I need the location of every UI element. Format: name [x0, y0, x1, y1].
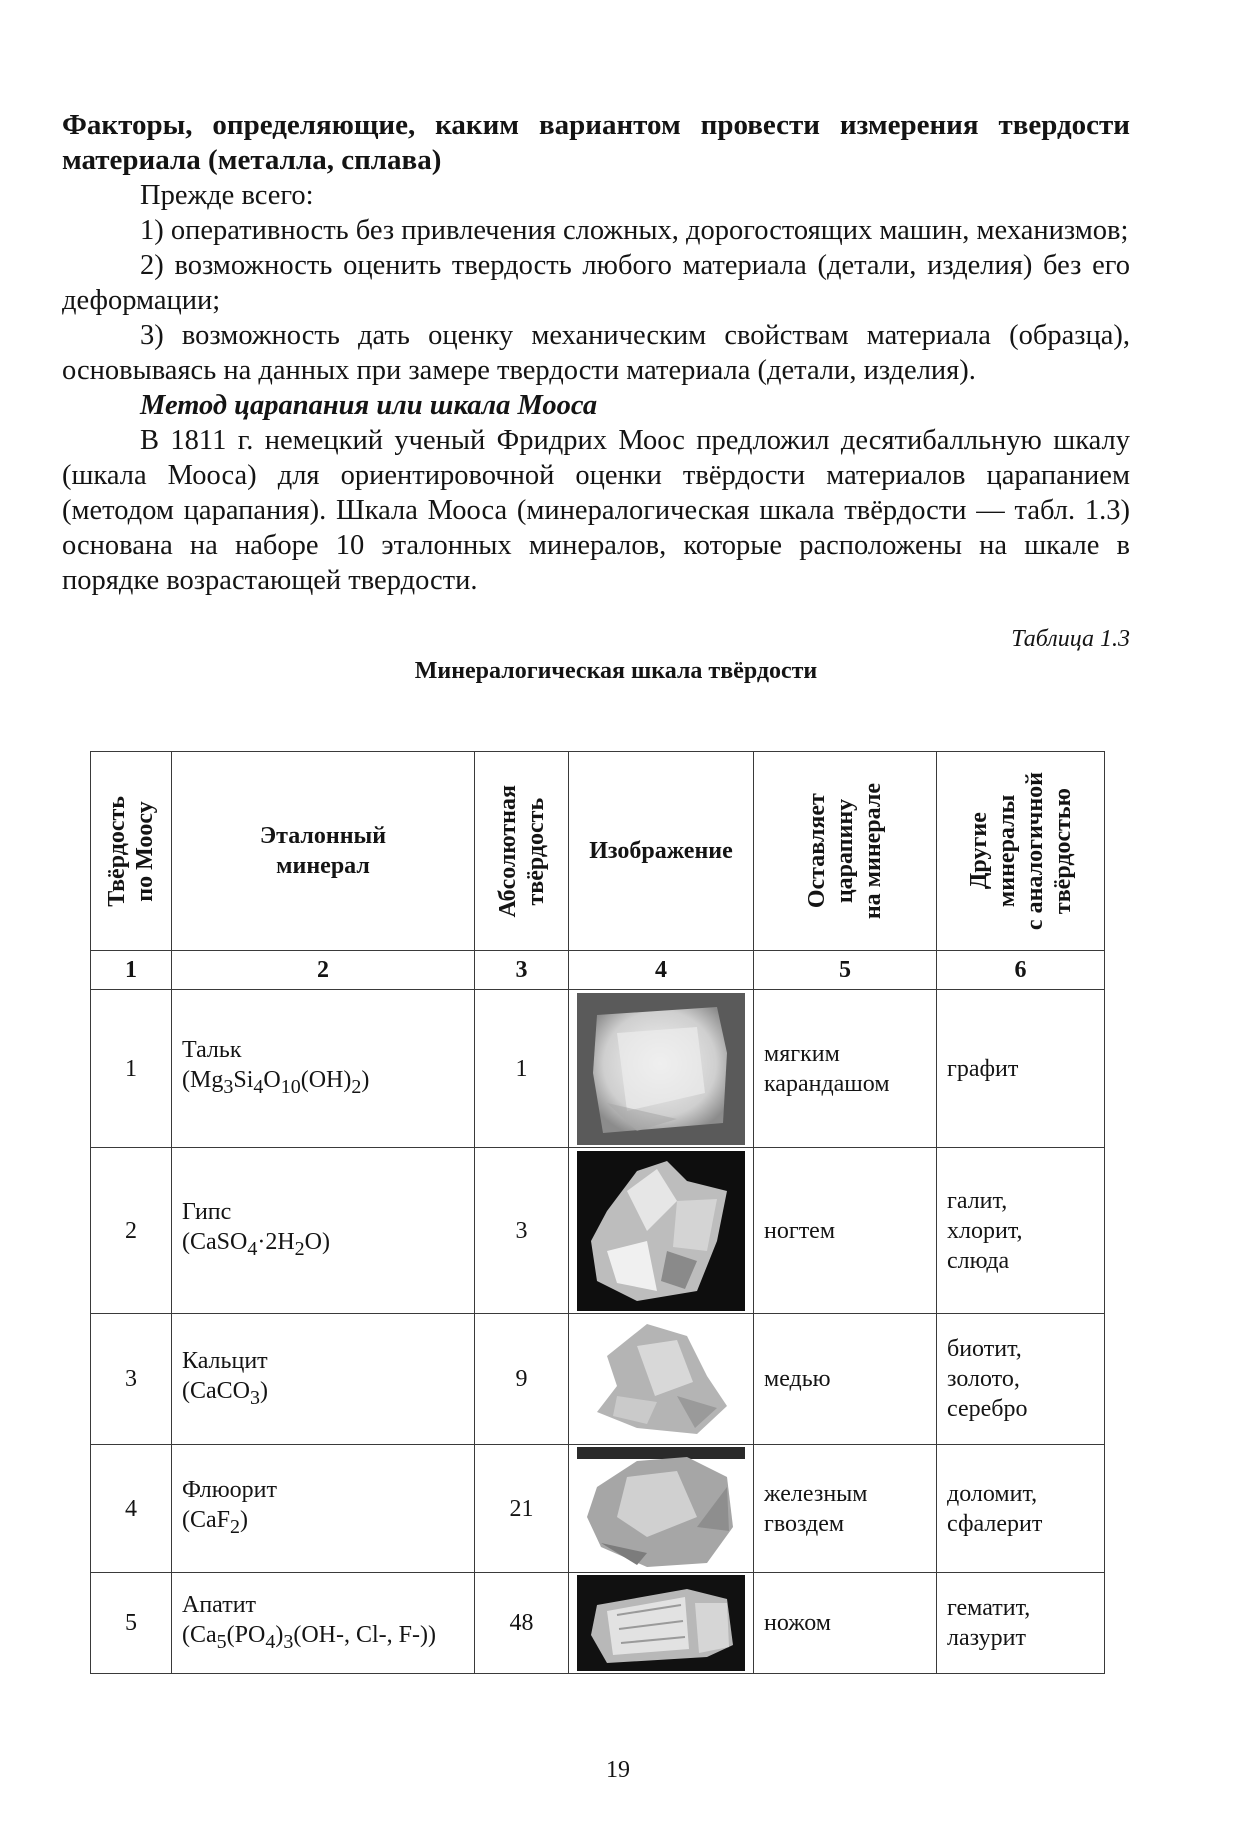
scratch-cell: мягким карандашом	[754, 990, 937, 1148]
scratch-cell: ножом	[754, 1573, 937, 1674]
table-row	[91, 1573, 1105, 1674]
page-text	[62, 108, 1130, 686]
absolute-hardness: 1	[475, 990, 569, 1148]
talc-photo	[577, 993, 745, 1145]
mineral-image-cell	[569, 1314, 754, 1445]
mineral-name: Гипс	[182, 1199, 232, 1226]
column-number: 1	[91, 951, 172, 990]
table-row	[91, 1148, 1105, 1314]
table-row	[91, 990, 1105, 1148]
page-number: 19	[606, 1757, 630, 1783]
intro-line: Прежде всего:	[140, 180, 314, 211]
absolute-hardness: 9	[475, 1314, 569, 1445]
mineral-image-cell	[569, 1445, 754, 1573]
mohs-value: 2	[91, 1148, 172, 1314]
mineral-formula: ($Ca_5(PO_4)_3(OH-$, Cl-, F-))	[182, 1621, 436, 1653]
mineral-image-cell	[569, 1573, 754, 1674]
column-number: 4	[569, 951, 754, 990]
mineral-formula: $(Mg_3Si_4O_{10}(OH)_2)$	[182, 1067, 370, 1098]
table-row	[91, 1445, 1105, 1573]
factor-item: 3) возможность дать оценку механическим свойствам материала (образца), основываясь на данных при замере твердости материала (детали, изделия).	[62, 320, 1130, 386]
mineral-formula: (CaF$_2$)	[182, 1507, 248, 1538]
absolute-hardness: 48	[475, 1573, 569, 1674]
absolute-hardness: 21	[475, 1445, 569, 1573]
mineral-name: Тальк	[182, 1037, 242, 1064]
table-number: Таблица 1.3	[1011, 626, 1130, 652]
mineral-name: Флюорит	[182, 1477, 278, 1504]
scratch-cell: медью	[754, 1314, 937, 1445]
mineral-cell	[172, 1573, 475, 1674]
mineral-cell	[172, 990, 475, 1148]
mohs-value: 1	[91, 990, 172, 1148]
header-other: Другие минералы с аналогичной твёрдостью	[937, 752, 1105, 951]
other-minerals-cell: галит, хлорит, слюда	[937, 1148, 1105, 1314]
header-image: Изображение	[569, 752, 754, 951]
factor-item: 2) возможность оценить твердость любого материала (детали, изделия) без его деформации;	[62, 250, 1130, 316]
other-minerals-cell: графит	[937, 990, 1105, 1148]
fluorite-photo	[577, 1447, 745, 1571]
section-heading: Факторы, определяющие, каким вариантом провести измерения твердости материала (металла, сплава)	[62, 109, 1130, 176]
header-mineral: Эталонный минерал	[172, 752, 475, 951]
method-title: Метод царапания или шкала Мооса	[140, 390, 598, 421]
mineral-formula: $(CaSO_4\cdot 2H_2O)$	[182, 1229, 330, 1260]
mohs-value: 4	[91, 1445, 172, 1573]
scratch-cell: ногтем	[754, 1148, 937, 1314]
other-minerals-cell: гематит, лазурит	[937, 1573, 1105, 1674]
header-scratch: Оставляет царапину на минерале	[754, 752, 937, 951]
mineral-cell	[172, 1314, 475, 1445]
mineral-cell	[172, 1148, 475, 1314]
column-number: 5	[754, 951, 937, 990]
gypsum-photo	[577, 1151, 745, 1311]
mineral-name: Апатит	[182, 1591, 257, 1618]
header-mohs: Твёрдость по Моосу	[91, 752, 172, 951]
column-number-row	[91, 951, 1105, 990]
column-number: 3	[475, 951, 569, 990]
mineral-cell	[172, 1445, 475, 1573]
calcite-photo	[577, 1316, 745, 1442]
mohs-value: 5	[91, 1573, 172, 1674]
table-header-row	[91, 752, 1105, 951]
apatite-photo	[577, 1575, 745, 1671]
mohs-value: 3	[91, 1314, 172, 1445]
scratch-cell: железным гвоздем	[754, 1445, 937, 1573]
absolute-hardness: 3	[475, 1148, 569, 1314]
method-text: В 1811 г. немецкий ученый Фридрих Моос предложил десятибалльную шкалу (шкала Мооса) для ориентировочной оценки твёрдости материалов царапанием (методом царапания). Шкала Мооса (минералогическая шкала твёрдости — табл. 1.3) основана на наборе 10 эталонных минералов, которые расположены на шкале в порядке возрастающей твердости.	[62, 425, 1130, 596]
table-title: Минералогическая шкала твёрдости	[414, 658, 818, 684]
mineral-name: Кальцит	[182, 1347, 268, 1374]
mineral-image-cell	[569, 990, 754, 1148]
mohs-table	[90, 751, 1105, 1674]
column-number: 2	[172, 951, 475, 990]
mineral-formula: (CaCO$_3$)	[182, 1377, 268, 1409]
other-minerals-cell: доломит, сфалерит	[937, 1445, 1105, 1573]
header-absolute: Абсолютная твёрдость	[475, 752, 569, 951]
mineral-image-cell	[569, 1148, 754, 1314]
other-minerals-cell: биотит, золото, серебро	[937, 1314, 1105, 1445]
column-number: 6	[937, 951, 1105, 990]
factor-item: 1) оперативность без привлечения сложных, дорогостоящих машин, механизмов;	[140, 215, 1129, 246]
table-row	[91, 1314, 1105, 1445]
